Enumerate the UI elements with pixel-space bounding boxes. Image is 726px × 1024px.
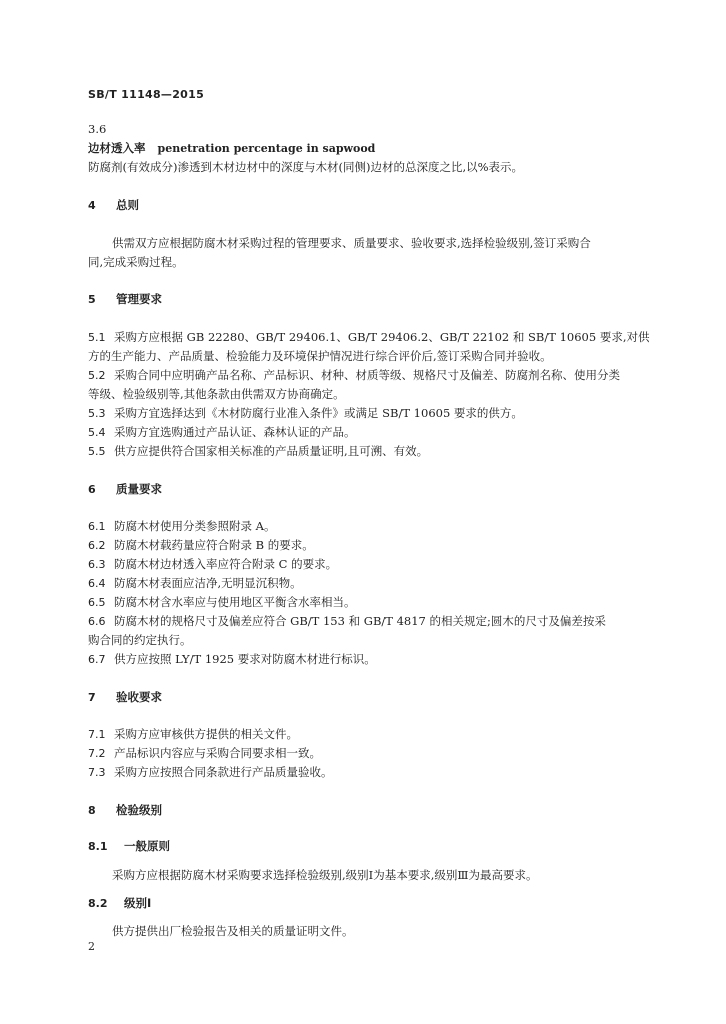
paragraph-line: 同,完成采购过程。 xyxy=(88,255,184,269)
clause-line xyxy=(88,555,648,574)
term-en: penetration percentage in sapwood xyxy=(157,142,376,155)
clause-line: 等级、检验级别等,其他条款由供需双方协商确定。 xyxy=(88,387,345,401)
term-zh: 边材透入率 xyxy=(88,141,146,155)
clause-text: 供方应提供符合国家相关标准的产品质量证明,且可溯、有效。 xyxy=(114,444,429,458)
section-heading-7 xyxy=(88,688,648,707)
subsection-title: 一般原则 xyxy=(124,839,170,853)
clause-number: 6.5 xyxy=(88,596,106,609)
clause-number: 3.6 xyxy=(88,122,107,136)
clause-number: 6.2 xyxy=(88,539,106,552)
clause-line xyxy=(88,366,648,385)
clause-line xyxy=(88,536,648,555)
subsection-heading-8-1 xyxy=(88,837,648,856)
clause-line xyxy=(88,744,648,763)
clause-text: 采购方应根据 GB 22280、GB/T 29406.1、GB/T 29406.2、GB/T 22102 和 SB/T 10605 要求,对供 xyxy=(114,330,650,344)
clause-line xyxy=(88,763,648,782)
section-heading-5 xyxy=(88,290,648,309)
clause-number: 5.4 xyxy=(88,426,106,439)
paragraph-line: 供需双方应根据防腐木材采购过程的管理要求、质量要求、验收要求,选择检验级别,签订采购合 xyxy=(112,236,591,250)
clause-text: 防腐木材载药量应符合附录 B 的要求。 xyxy=(114,538,314,552)
clause-line xyxy=(88,593,648,612)
clause-line xyxy=(88,423,648,442)
clause-line xyxy=(88,574,648,593)
clause-number: 7.2 xyxy=(88,747,106,760)
section-heading-8 xyxy=(88,801,648,820)
section-title: 检验级别 xyxy=(116,803,162,817)
clause-line xyxy=(88,612,648,631)
clause-number: 6.6 xyxy=(88,615,106,628)
clause-number: 7.1 xyxy=(88,728,106,741)
subsection-title: 级别Ⅰ xyxy=(124,896,152,910)
section-number: 5 xyxy=(88,293,96,306)
standard-number: SB/T 11148—2015 xyxy=(88,88,205,101)
clause-text: 防腐木材边材透入率应符合附录 C 的要求。 xyxy=(114,557,338,571)
section-title: 管理要求 xyxy=(116,292,162,306)
subsection-heading-8-2 xyxy=(88,894,648,913)
clause-text: 防腐木材使用分类参照附录 A。 xyxy=(114,519,276,533)
clause-text: 防腐木材表面应洁净,无明显沉积物。 xyxy=(114,576,302,590)
clause-number: 5.2 xyxy=(88,369,106,382)
clause-line xyxy=(88,650,648,669)
section-number: 4 xyxy=(88,199,96,212)
clause-text: 防腐木材的规格尺寸及偏差应符合 GB/T 153 和 GB/T 4817 的相关规定;圆木的尺寸及偏差按采 xyxy=(114,614,606,628)
clause-number: 7.3 xyxy=(88,766,106,779)
section-title: 验收要求 xyxy=(116,690,162,704)
clause-number: 6.7 xyxy=(88,653,106,666)
clause-text: 防腐木材含水率应与使用地区平衡含水率相当。 xyxy=(114,595,356,609)
paragraph-line: 采购方应根据防腐木材采购要求选择检验级别,级别Ⅰ为基本要求,级别Ⅲ为最高要求。 xyxy=(112,868,538,882)
term-definition: 防腐剂(有效成分)渗透到木材边材中的深度与木材(同侧)边材的总深度之比,以%表示。 xyxy=(88,160,524,174)
clause-text: 采购方应按照合同条款进行产品质量验收。 xyxy=(114,765,333,779)
clause-text: 产品标识内容应与采购合同要求相一致。 xyxy=(114,746,321,760)
clause-line xyxy=(88,328,648,347)
clause-line xyxy=(88,517,648,536)
term-heading xyxy=(88,139,648,158)
clause-text: 供方应按照 LY/T 1925 要求对防腐木材进行标识。 xyxy=(114,652,376,666)
section-heading-6 xyxy=(88,480,648,499)
section-number: 8 xyxy=(88,804,96,817)
section-title: 质量要求 xyxy=(116,482,162,496)
clause-text: 采购合同中应明确产品名称、产品标识、材种、材质等级、规格尺寸及偏差、防腐剂名称、使用分类 xyxy=(114,368,620,382)
clause-text: 采购方宜选购通过产品认证、森林认证的产品。 xyxy=(114,425,356,439)
subsection-number: 8.2 xyxy=(88,897,108,910)
clause-line: 方的生产能力、产品质量、检验能力及环境保护情况进行综合评价后,签订采购合同并验收。 xyxy=(88,349,552,363)
clause-number: 6.1 xyxy=(88,520,106,533)
clause-line: 购合同的约定执行。 xyxy=(88,633,192,647)
clause-number: 5.3 xyxy=(88,407,106,420)
clause-line xyxy=(88,725,648,744)
page-number: 2 xyxy=(88,940,95,953)
section-number: 7 xyxy=(88,691,96,704)
clause-line xyxy=(88,442,648,461)
clause-line xyxy=(88,404,648,423)
section-number: 6 xyxy=(88,483,96,496)
paragraph-line: 供方提供出厂检验报告及相关的质量证明文件。 xyxy=(112,924,354,938)
section-title: 总则 xyxy=(116,198,139,212)
clause-number: 6.4 xyxy=(88,577,106,590)
clause-text: 采购方宜选择达到《木材防腐行业准入条件》或满足 SB/T 10605 要求的供方。 xyxy=(114,406,523,420)
clause-number: 6.3 xyxy=(88,558,106,571)
section-heading-4 xyxy=(88,196,648,215)
clause-text: 采购方应审核供方提供的相关文件。 xyxy=(114,727,298,741)
clause-number: 5.1 xyxy=(88,331,106,344)
clause-number: 5.5 xyxy=(88,445,106,458)
subsection-number: 8.1 xyxy=(88,840,108,853)
